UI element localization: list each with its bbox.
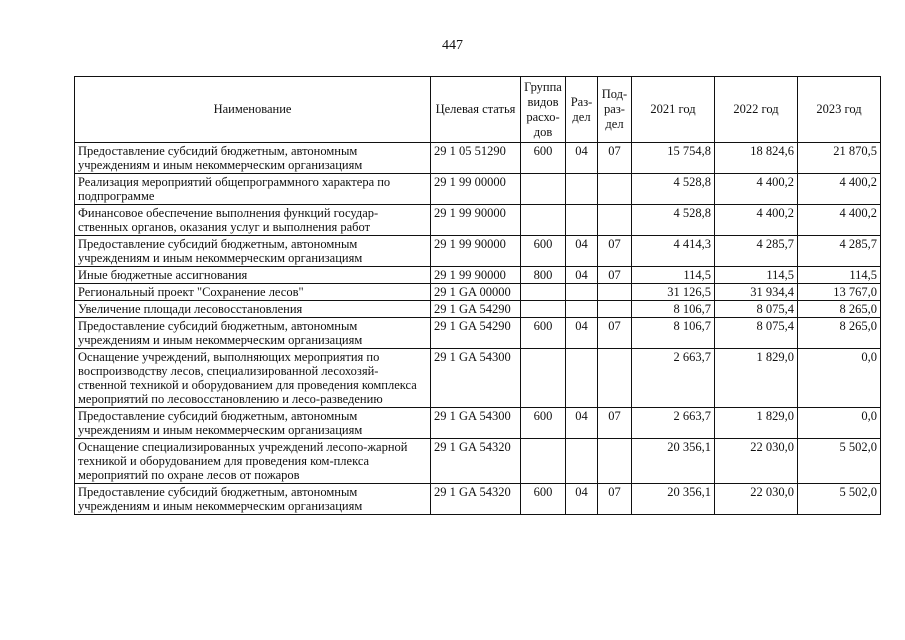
cell-2021: 2 663,7: [632, 349, 715, 408]
cell-expense-group: 600: [521, 484, 566, 515]
col-header-2023: 2023 год: [798, 77, 881, 143]
cell-target-article: 29 1 GA 54320: [431, 439, 521, 484]
table-row: [75, 205, 881, 236]
cell-2021: 20 356,1: [632, 484, 715, 515]
cell-2022: 4 285,7: [715, 236, 798, 267]
cell-target-article: 29 1 99 90000: [431, 267, 521, 284]
table-row: [75, 318, 881, 349]
cell-target-article: 29 1 99 90000: [431, 205, 521, 236]
cell-name: Реализация мероприятий общепрограммного характера по подпрограмме: [75, 174, 431, 205]
cell-subsection: 07: [598, 143, 632, 174]
cell-2022: 4 400,2: [715, 205, 798, 236]
cell-2023: 5 502,0: [798, 484, 881, 515]
cell-section: [566, 284, 598, 301]
cell-2022: 1 829,0: [715, 349, 798, 408]
col-header-target-article: Целевая статья: [431, 77, 521, 143]
cell-2023: 5 502,0: [798, 439, 881, 484]
cell-section: [566, 301, 598, 318]
cell-2021: 2 663,7: [632, 408, 715, 439]
cell-section: 04: [566, 484, 598, 515]
cell-section: [566, 349, 598, 408]
cell-subsection: [598, 439, 632, 484]
cell-name: Предоставление субсидий бюджетным, автономным учреждениям и иным некоммерческим организациям: [75, 408, 431, 439]
cell-target-article: 29 1 GA 54290: [431, 318, 521, 349]
header-row: [75, 77, 881, 143]
cell-2021: 114,5: [632, 267, 715, 284]
cell-name: Предоставление субсидий бюджетным, автономным учреждениям и иным некоммерческим организациям: [75, 484, 431, 515]
table-row: [75, 174, 881, 205]
cell-subsection: [598, 205, 632, 236]
cell-2022: 4 400,2: [715, 174, 798, 205]
cell-expense-group: [521, 301, 566, 318]
cell-subsection: 07: [598, 267, 632, 284]
cell-target-article: 29 1 99 90000: [431, 236, 521, 267]
cell-2021: 31 126,5: [632, 284, 715, 301]
col-header-2021: 2021 год: [632, 77, 715, 143]
col-header-2022: 2022 год: [715, 77, 798, 143]
cell-subsection: 07: [598, 484, 632, 515]
cell-2022: 18 824,6: [715, 143, 798, 174]
cell-expense-group: 600: [521, 236, 566, 267]
table-row: [75, 408, 881, 439]
table-row: [75, 439, 881, 484]
cell-2023: 8 265,0: [798, 318, 881, 349]
cell-expense-group: 600: [521, 143, 566, 174]
cell-2023: 4 400,2: [798, 205, 881, 236]
cell-2023: 0,0: [798, 349, 881, 408]
cell-subsection: 07: [598, 318, 632, 349]
cell-name: Предоставление субсидий бюджетным, автономным учреждениям и иным некоммерческим организациям: [75, 318, 431, 349]
cell-2022: 1 829,0: [715, 408, 798, 439]
table-row: [75, 484, 881, 515]
cell-2023: 4 285,7: [798, 236, 881, 267]
cell-name: Иные бюджетные ассигнования: [75, 267, 431, 284]
cell-section: [566, 205, 598, 236]
cell-2023: 13 767,0: [798, 284, 881, 301]
cell-2021: 20 356,1: [632, 439, 715, 484]
cell-name: Оснащение специализированных учреждений лесопо-жарной техникой и оборудованием для проведения ком-плекса мероприятий по охране лесов от пожаров: [75, 439, 431, 484]
col-header-section: Раз-дел: [566, 77, 598, 143]
cell-target-article: 29 1 GA 54290: [431, 301, 521, 318]
cell-target-article: 29 1 05 51290: [431, 143, 521, 174]
cell-name: Региональный проект "Сохранение лесов": [75, 284, 431, 301]
cell-name: Предоставление субсидий бюджетным, автономным учреждениям и иным некоммерческим организациям: [75, 143, 431, 174]
table-row: [75, 267, 881, 284]
table-row: [75, 284, 881, 301]
cell-name: Предоставление субсидий бюджетным, автономным учреждениям и иным некоммерческим организациям: [75, 236, 431, 267]
cell-section: 04: [566, 408, 598, 439]
cell-name: Оснащение учреждений, выполняющих мероприятия по воспроизводству лесов, специализированной лесохозяй-ственной техникой и оборудованием для проведения комплекса мероприятий по лесовосстановлению и лесо-разведению: [75, 349, 431, 408]
col-header-subsection: Под-раз-дел: [598, 77, 632, 143]
cell-2022: 114,5: [715, 267, 798, 284]
table-row: [75, 143, 881, 174]
cell-2023: 8 265,0: [798, 301, 881, 318]
cell-expense-group: [521, 284, 566, 301]
cell-2021: 4 528,8: [632, 205, 715, 236]
col-header-name: Наименование: [75, 77, 431, 143]
cell-expense-group: 800: [521, 267, 566, 284]
cell-2021: 8 106,7: [632, 318, 715, 349]
cell-section: 04: [566, 236, 598, 267]
cell-subsection: [598, 174, 632, 205]
cell-expense-group: [521, 349, 566, 408]
cell-section: [566, 174, 598, 205]
table-row: [75, 236, 881, 267]
col-header-expense-group: Группа видов расхо-дов: [521, 77, 566, 143]
cell-expense-group: [521, 205, 566, 236]
cell-target-article: 29 1 GA 54320: [431, 484, 521, 515]
cell-section: [566, 439, 598, 484]
cell-section: 04: [566, 143, 598, 174]
cell-2021: 15 754,8: [632, 143, 715, 174]
cell-2022: 8 075,4: [715, 318, 798, 349]
cell-2023: 114,5: [798, 267, 881, 284]
budget-table: [74, 76, 881, 515]
cell-expense-group: [521, 439, 566, 484]
cell-2022: 31 934,4: [715, 284, 798, 301]
cell-target-article: 29 1 GA 00000: [431, 284, 521, 301]
cell-2022: 22 030,0: [715, 484, 798, 515]
cell-2021: 8 106,7: [632, 301, 715, 318]
cell-expense-group: 600: [521, 408, 566, 439]
cell-name: Увеличение площади лесовосстановления: [75, 301, 431, 318]
cell-2021: 4 528,8: [632, 174, 715, 205]
cell-expense-group: 600: [521, 318, 566, 349]
cell-target-article: 29 1 99 00000: [431, 174, 521, 205]
cell-2023: 0,0: [798, 408, 881, 439]
cell-expense-group: [521, 174, 566, 205]
page-number: 447: [442, 38, 463, 53]
cell-2023: 21 870,5: [798, 143, 881, 174]
cell-target-article: 29 1 GA 54300: [431, 349, 521, 408]
cell-subsection: [598, 284, 632, 301]
cell-2023: 4 400,2: [798, 174, 881, 205]
table-body: [75, 143, 881, 515]
table-row: [75, 349, 881, 408]
cell-name: Финансовое обеспечение выполнения функций государ-ственных органов, оказания услуг и выполнения работ: [75, 205, 431, 236]
cell-target-article: 29 1 GA 54300: [431, 408, 521, 439]
cell-subsection: [598, 301, 632, 318]
cell-2022: 8 075,4: [715, 301, 798, 318]
cell-section: 04: [566, 318, 598, 349]
cell-subsection: 07: [598, 236, 632, 267]
table-row: [75, 301, 881, 318]
cell-2021: 4 414,3: [632, 236, 715, 267]
cell-2022: 22 030,0: [715, 439, 798, 484]
cell-subsection: [598, 349, 632, 408]
cell-subsection: 07: [598, 408, 632, 439]
cell-section: 04: [566, 267, 598, 284]
